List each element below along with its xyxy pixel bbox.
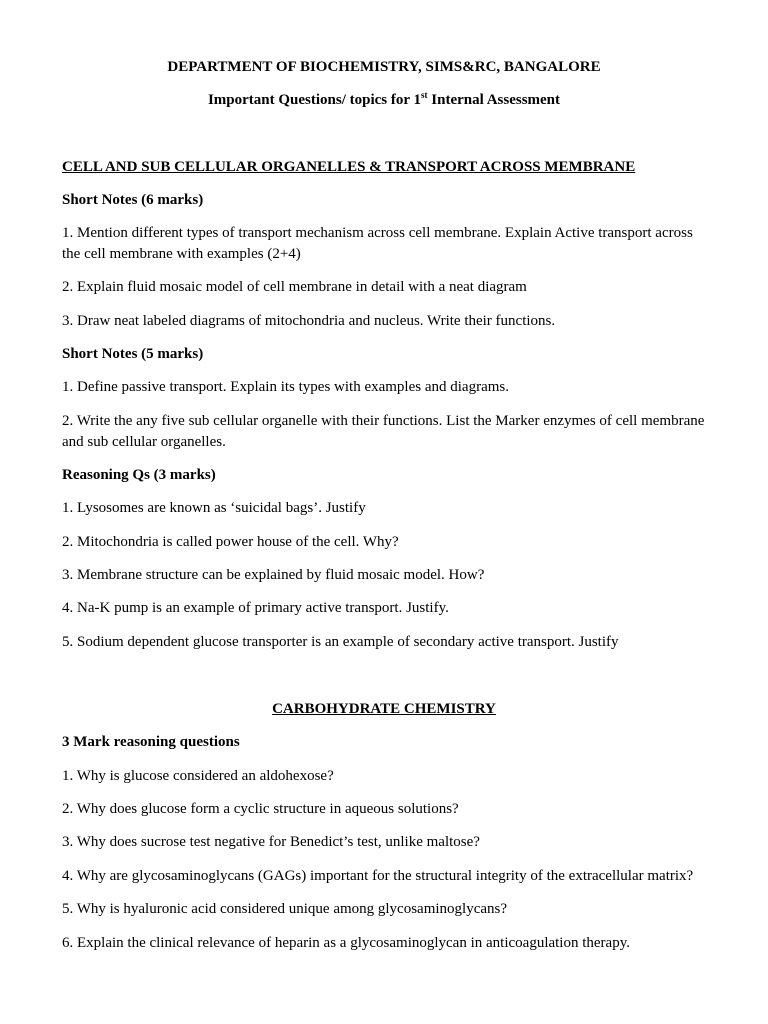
question-item: 4. Na-K pump is an example of primary active transport. Justify. — [62, 600, 449, 616]
short-notes-6-heading: Short Notes (6 marks) — [62, 192, 204, 208]
section-title-carbohydrate: CARBOHYDRATE CHEMISTRY — [272, 701, 496, 717]
question-item: 3. Why does sucrose test negative for Benedict’s test, unlike maltose? — [62, 834, 480, 850]
subtitle-text-end: Internal Assessment — [427, 92, 561, 108]
question-item: 1. Mention different types of transport mechanism across cell membrane. Explain Active transport across the cell membrane with examples (2+4) — [62, 225, 693, 262]
question-item: 4. Why are glycosaminoglycans (GAGs) important for the structural integrity of the extracellular matrix? — [62, 868, 694, 884]
department-heading: DEPARTMENT OF BIOCHEMISTRY, SIMS&RC, BANGALORE — [167, 59, 601, 75]
subtitle-text: Important Questions/ topics for 1 — [207, 92, 422, 108]
question-item: 2. Explain fluid mosaic model of cell membrane in detail with a neat diagram — [62, 279, 527, 295]
assessment-subtitle — [0, 90, 768, 111]
question-item: 2. Mitochondria is called power house of the cell. Why? — [62, 534, 399, 550]
question-item: 3. Membrane structure can be explained by fluid mosaic model. How? — [62, 567, 485, 583]
question-item: 5. Why is hyaluronic acid considered unique among glycosaminoglycans? — [62, 901, 508, 917]
question-item: 6. Explain the clinical relevance of heparin as a glycosaminoglycan in anticoagulation therapy. — [62, 935, 630, 951]
question-item: 1. Lysosomes are known as ‘suicidal bags’. Justify — [62, 500, 366, 516]
reasoning-heading: Reasoning Qs (3 marks) — [62, 467, 216, 483]
question-item: 2. Write the any five sub cellular organelle with their functions. List the Marker enzymes of cell membrane and sub cellular organelles. — [62, 413, 705, 450]
question-item: 1. Define passive transport. Explain its types with examples and diagrams. — [62, 379, 509, 395]
carb-reasoning-heading: 3 Mark reasoning questions — [62, 734, 240, 750]
question-item: 5. Sodium dependent glucose transporter is an example of secondary active transport. Justify — [62, 634, 619, 650]
section-title-cell-organelles: CELL AND SUB CELLULAR ORGANELLES & TRANSPORT ACROSS MEMBRANE — [62, 159, 636, 175]
short-notes-5-heading: Short Notes (5 marks) — [62, 346, 204, 362]
question-item: 3. Draw neat labeled diagrams of mitochondria and nucleus. Write their functions. — [62, 313, 556, 329]
question-item: 1. Why is glucose considered an aldohexose? — [62, 768, 334, 784]
subtitle-superscript: st — [421, 90, 428, 100]
question-item: 2. Why does glucose form a cyclic structure in aqueous solutions? — [62, 801, 459, 817]
